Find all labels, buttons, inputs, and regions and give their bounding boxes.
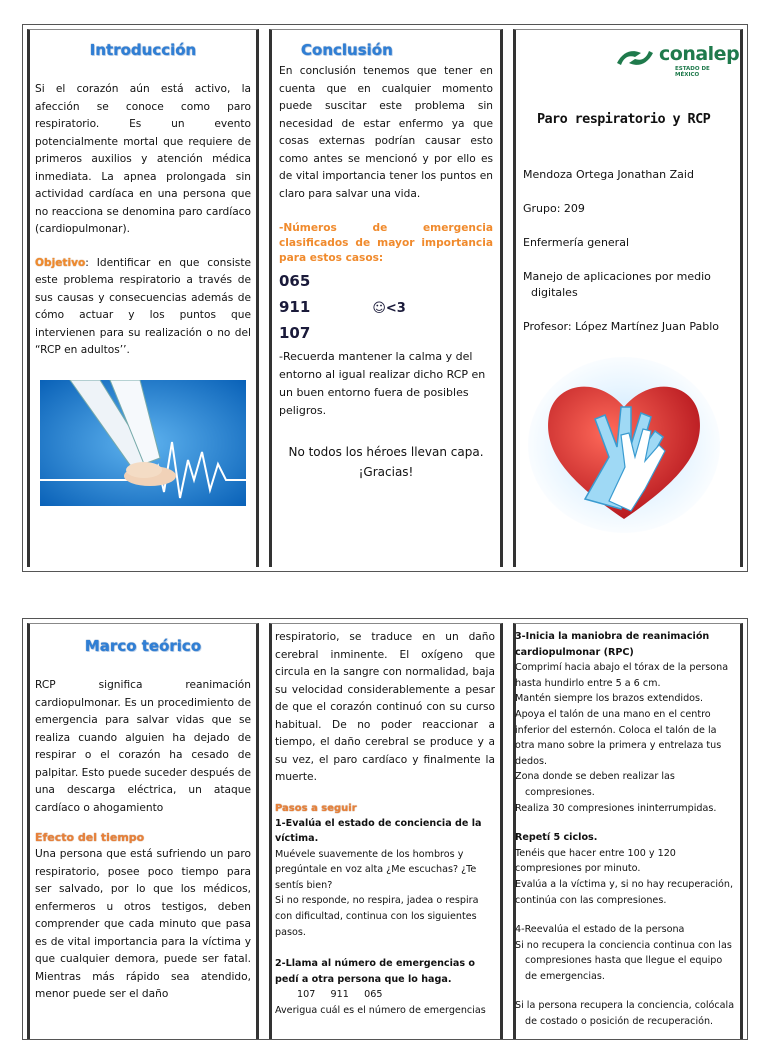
closing-line-1: No todos los héroes llevan capa. — [288, 445, 484, 459]
cover-career: Enfermería general — [523, 236, 629, 249]
emergency-number-065: 065 — [279, 272, 311, 290]
introduccion-paragraph: Si el corazón aún está activo, la afección se conoce como paro respiratorio. Es un evento potencialmente mortal que requiere de primeros auxilios y atención médica inmediata. La apnea prolongada sin actividad cardíaca en una persona que no reacciona se denomina paro cardíaco (cardiopulmonar). — [35, 83, 251, 235]
objetivo-paragraph — [35, 255, 251, 360]
panel-introduccion — [23, 25, 263, 571]
marco-title: Marco teórico — [84, 637, 202, 655]
step2-title: 2-Llama al número de emergencias o pedí a otra persona que lo haga. — [275, 958, 476, 985]
step1-text2: Si no responde, no respira, jadea o respira con dificultad, continua con los siguientes pasos. — [275, 895, 479, 938]
panel-marco-teorico — [23, 619, 263, 1039]
panel-cover — [509, 25, 747, 571]
cover-title: Paro respiratorio y RCP — [537, 111, 711, 127]
step4-line1: Si no recupera la conciencia continua con las compresiones hasta que llegue el equipo de emergencias. — [515, 939, 732, 982]
step3-line4: Zona donde se deben realizar las compresiones. — [515, 771, 675, 798]
brochure-page-front — [22, 24, 748, 572]
heart-hands-image — [525, 349, 723, 537]
middle-paragraph: respiratorio, se traduce en un daño cerebral inminente. El oxígeno que circula en la sangre con normalidad, baja su velocidad considerablemente a pesar de que el corazón continuó con su curso habitual. De no poder reaccionar a tiempo, el daño cerebral se produce y a su vez, el paro cardíaco y finalmente la muerte. — [275, 631, 495, 783]
marco-paragraph: RCP significa reanimación cardiopulmonar. Es un procedimiento de emergencia para salvar vidas que se realiza cuando alguien ha dejado de respirar o el corazón ha cesado de palpitar. Esto puede suceder después de una descarga eléctrica, un ataque cardíaco o ahogamiento — [35, 679, 251, 814]
cover-author: Mendoza Ortega Jonathan Zaid — [523, 168, 694, 181]
conalep-logo — [523, 41, 740, 78]
step4-title: 4-Reevalúa el estado de la persona — [515, 924, 685, 936]
panel-pasos-continuacion — [509, 619, 747, 1039]
efecto-paragraph: Una persona que está sufriendo un paro respiratorio, posee poco tiempo para ser salvado, por lo que los médicos, enfermeros u otros testigos, deben comprender que cada minuto que pasa es de vital importancia para la víctima y que cualquier demora, puede ser fatal. Mientras más rápido sea atendido, menor puede ser el daño — [35, 848, 251, 1000]
step3-line2: Mantén siempre los brazos extendidos. — [515, 693, 704, 705]
repeat-line1: Tenéis que hacer entre 100 y 120 compresiones por minuto. — [515, 847, 676, 875]
step3-title: 3-Inicia la maniobra de reanimación cardiopulmonar (RPC) — [515, 631, 710, 658]
pasos-title: Pasos a seguir — [275, 802, 357, 814]
cover-professor: Profesor: López Martínez Juan Pablo — [523, 320, 719, 333]
step1-title: 1-Evalúa el estado de conciencia de la víctima. — [275, 817, 482, 845]
closing-line-2: ¡Gracias! — [358, 465, 414, 479]
cover-subject: Manejo de aplicaciones por medio digitales — [523, 270, 711, 299]
step2-cut-text: Averigua cuál es el número de emergencias — [275, 1005, 486, 1017]
objetivo-text: : Identificar en que consiste este problema respiratorio a través de sus causas y consecuencias además de cómo actuar y los puntos que intervienen para su realización o no del “RCP en adultos’’. — [35, 256, 251, 356]
emergency-number-911: 911 — [279, 298, 311, 316]
reminder-text: -Recuerda mantener la calma y del entorno al igual realizar dicho RCP en un buen entorno fuera de posibles peligros. — [279, 350, 486, 417]
step3-line1: Comprimí hacia abajo el tórax de la persona hasta hundirlo entre 5 a 6 cm. — [515, 662, 729, 689]
repeat-title: Repetí 5 ciclos. — [515, 832, 598, 844]
repeat-line2: Evalúa a la víctima y, si no hay recuperación, continúa con las compresiones. — [515, 878, 734, 906]
smiley-heart-emoticon: ☺<3 — [372, 301, 406, 316]
conalep-logo-icon — [615, 45, 655, 71]
step4-line2: Si la persona recupera la conciencia, colócala de costado o posición de recuperación. — [515, 1000, 735, 1028]
step2-numbers: 107 911 065 — [297, 989, 383, 1001]
emergency-number-107: 107 — [279, 324, 311, 342]
objetivo-label: Objetivo — [35, 256, 86, 269]
emergency-heading: -Números de emergencia clasificados de mayor importancia para estos casos: — [279, 222, 493, 264]
efecto-title: Efecto del tiempo — [35, 831, 145, 844]
step3-line5: Realiza 30 compresiones ininterrumpidas. — [515, 802, 717, 814]
conalep-logo-subtext: ESTADO DE MÉXICO — [675, 66, 710, 78]
cpr-hands-image — [40, 380, 246, 506]
cover-group: Grupo: 209 — [523, 202, 585, 215]
panel-conclusion — [265, 25, 507, 571]
emergency-number-911-row — [279, 298, 493, 316]
brochure-page-back — [22, 618, 748, 1040]
panel-pasos — [265, 619, 507, 1039]
introduccion-title: Introducción — [89, 41, 197, 59]
step1-text: Muévele suavemente de los hombros y pregúntale en voz alta ¿Me escuchas? ¿Te sentís bien? — [275, 848, 477, 891]
conalep-logo-text: conalep — [659, 43, 740, 65]
conclusion-paragraph: En conclusión tenemos que tener en cuenta que en cualquier momento puede suscitar este problema sin necesidad de estar enfermo ya que cosas externas podrían causar esto como antes se mencionó y por ello es de vital importancia tener los puntos en claro para salvar una vida. — [279, 65, 493, 200]
conclusion-title: Conclusión — [301, 41, 393, 59]
step3-line3: Apoya el talón de una mano en el centro inferior del esternón. Coloca el talón de la otra mano sobre la primera y entrelaza tus dedos. — [515, 708, 722, 767]
